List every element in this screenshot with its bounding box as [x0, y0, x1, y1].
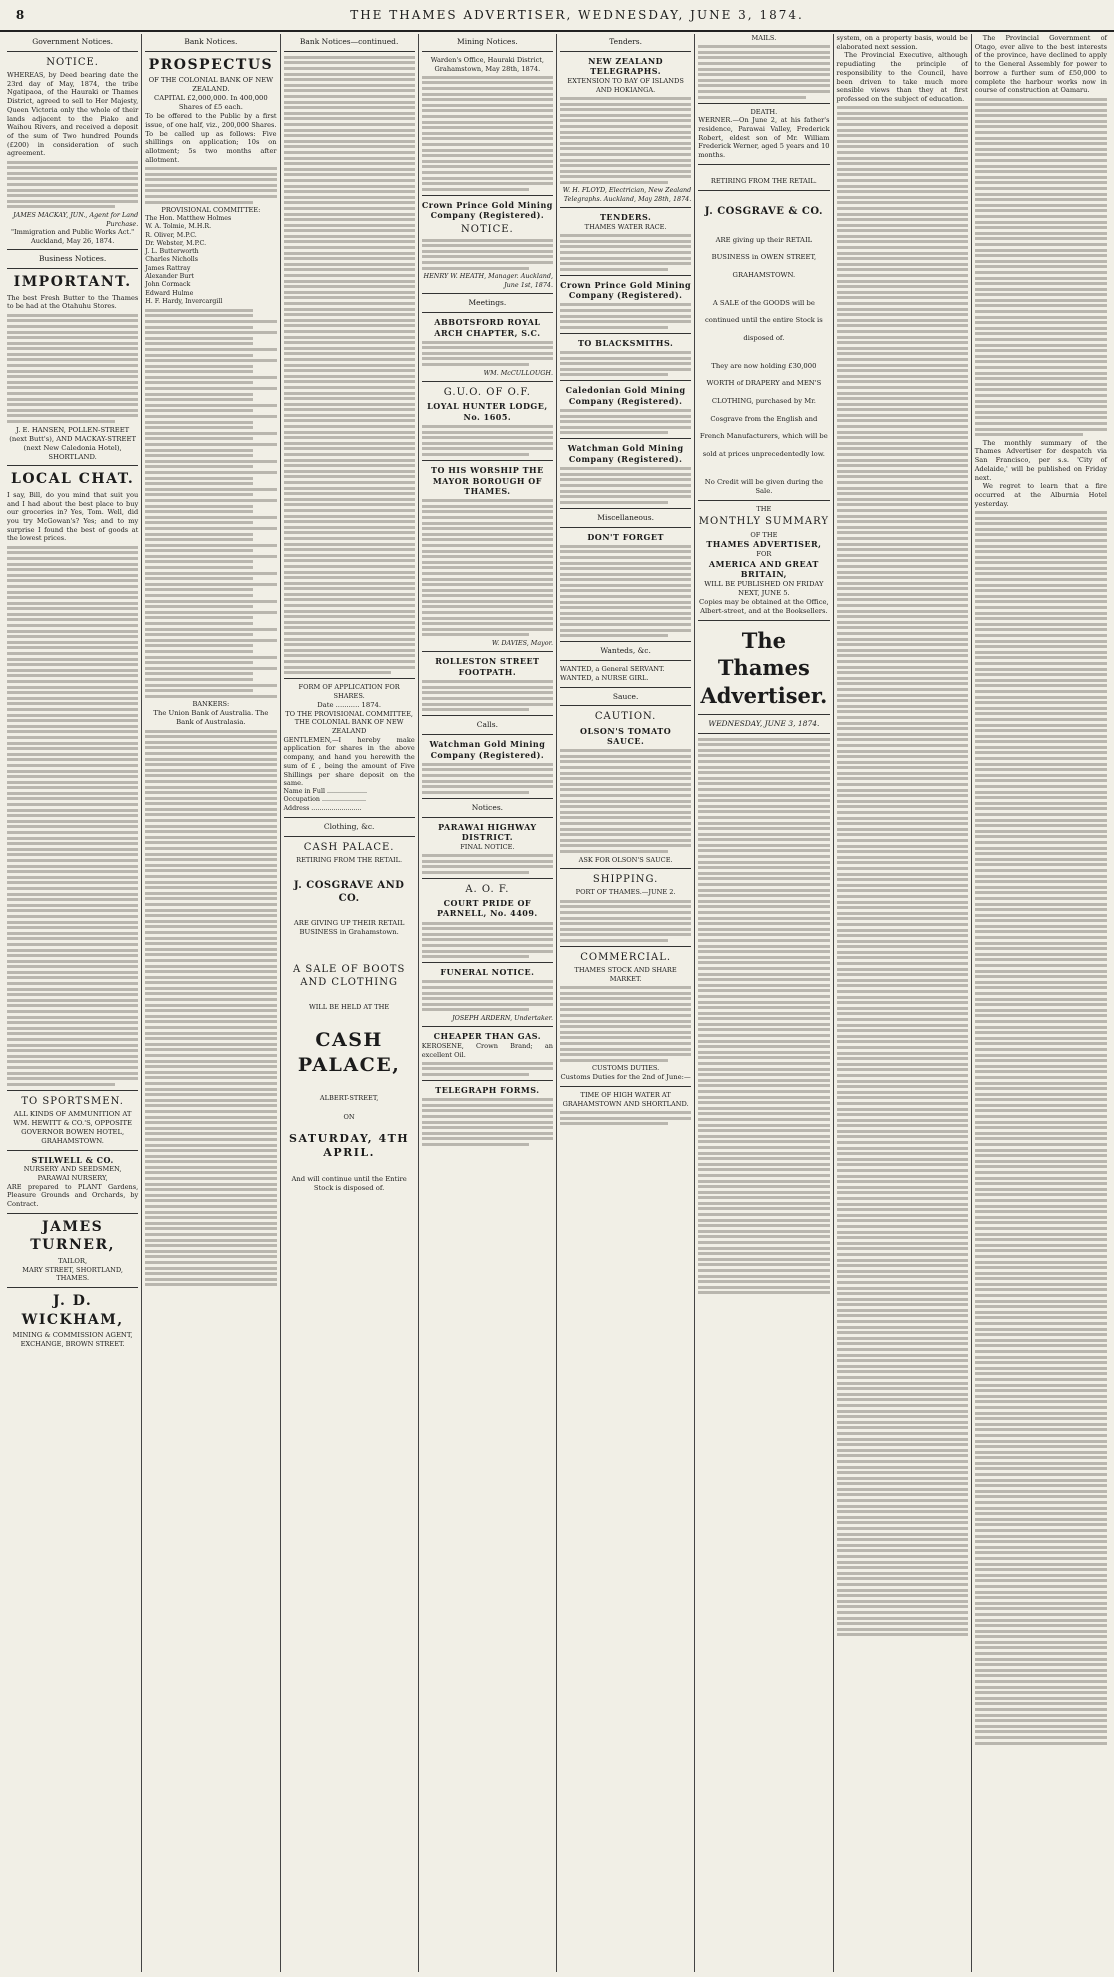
no-credit-text: No Credit will be given during the Sale.: [704, 477, 823, 495]
extension-title: EXTENSION TO BAY OF ISLANDS AND HOKIANGA.: [567, 76, 684, 94]
published-text: WILL BE PUBLISHED ON FRIDAY NEXT, JUNE 5.: [704, 579, 824, 597]
final-notice: FINAL NOTICE.: [460, 842, 515, 851]
giving-up-text: ARE giving up their RETAIL BUSINESS in OWEN STREET, GRAHAMSTOWN.: [711, 235, 817, 280]
form-field: Occupation ......................: [283, 796, 366, 804]
mayor-signature: W. DAVIES, Mayor.: [491, 639, 553, 648]
section-heading: Tenders.: [609, 37, 642, 46]
port-title: PORT OF THAMES.—JUNE 2.: [575, 888, 676, 897]
important-title: IMPORTANT.: [13, 274, 132, 291]
sauce-heading: Sauce.: [612, 691, 639, 701]
caution-title: CAUTION.: [594, 711, 657, 723]
closing-text: And will continue until the Entire Stock is disposed of.: [291, 1174, 407, 1192]
section-heading: Bank Notices—continued.: [299, 37, 399, 46]
committee-member: James Rattray: [145, 264, 191, 272]
tailor-address: MARY STREET, SHORTLAND, THAMES.: [22, 1265, 124, 1283]
funeral-signature: JOSEPH ARDERN, Undertaker.: [452, 1013, 553, 1022]
committee-title: PROVISIONAL COMMITTEE:: [161, 206, 261, 215]
sale-text: A SALE of the GOODS will be continued until the entire Stock is disposed of.: [705, 298, 823, 343]
notice-footer: "Immigration and Public Works Act." Auckland, May 26, 1874.: [11, 227, 135, 245]
local-chat-text: I say, Bill, do you mind that suit you and I had about the best place to buy our groceries in? Yes, Tom. Well, did you try McGowan's? Yes; and to my surprise I found the best of goods at the lowest prices.: [7, 490, 139, 543]
form-date: Date ........... 1874.: [317, 700, 382, 709]
court-title: COURT PRIDE OF PARNELL, No. 4409.: [437, 897, 538, 919]
olson-title: OLSON'S TOMATO SAUCE.: [580, 725, 672, 747]
harbour-text: The Provincial Government of Otago, ever alive to the best interests of the province, have declined to apply to the General Assembly for power to borrow a further sum of £50,000 to complete the harbour works now in course of construction at Oamaru.: [974, 34, 1107, 95]
government-notice: [7, 56, 138, 245]
business-heading: Business Notices.: [38, 254, 107, 264]
prospectus-text: To be offered to the Public by a first issue, of one half, viz., 200,000 Shares. To be called up as follows: Five shillings on application; 10s on allotment; 5s two months after allotment.: [145, 112, 277, 164]
watchman-title: Watchman Gold Mining Company (Registered).: [567, 443, 684, 464]
mails-title: MAILS.: [751, 34, 777, 42]
application-form: [284, 683, 415, 813]
paper-title: THE THAMES ADVERTISER, WEDNESDAY, JUNE 3, 1874.: [350, 8, 804, 22]
nursery-ad: [7, 1155, 138, 1209]
bankers-text: The Union Bank of Australia. The Bank of Australasia.: [153, 709, 269, 726]
america-title: AMERICA AND GREAT BRITAIN,: [708, 558, 819, 580]
tenders-title: TENDERS.: [599, 212, 652, 223]
customs-total: Customs Duties for the 2nd of June:—: [560, 1073, 691, 1082]
clothing-heading: Clothing, &c.: [323, 821, 375, 831]
hansen-signature: J. E. HANSEN, POLLEN-STREET (next Butt's), AND MACKAY-STREET (next New Caledonia Hotel), SHORTLAND.: [9, 425, 136, 461]
monthly-title: MONTHLY SUMMARY: [698, 516, 829, 528]
caledonian-title: Caledonian Gold Mining Company (Registered).: [565, 385, 686, 406]
committee-member: W. A. Tolmie, M.H.R.: [145, 223, 212, 231]
sale-title: A SALE OF BOOTS AND CLOTHING: [292, 963, 406, 989]
column-2: [142, 34, 280, 1972]
notice-title: NOTICE.: [461, 223, 514, 235]
masthead-title: The Thames Advertiser.: [700, 627, 828, 708]
ask-for-olson: ASK FOR OLSON'S SAUCE.: [578, 855, 673, 864]
meetings-heading: Meetings.: [468, 298, 507, 308]
tailor-trade: TAILOR,: [58, 1256, 88, 1265]
wickham-address: EXCHANGE, BROWN STREET.: [20, 1340, 125, 1349]
tide-title: TIME OF HIGH WATER AT GRAHAMSTOWN AND SHORTLAND.: [562, 1091, 689, 1108]
important-intro: The best Fresh Butter to the Thames to be had at the Otahuhu Stores.: [7, 293, 139, 311]
loyal-hunter-title: LOYAL HUNTER LODGE, No. 1605.: [427, 401, 548, 422]
page-number: 8: [15, 8, 25, 22]
notice-signature: JAMES MACKAY, JUN., Agent for Land Purchase.: [13, 211, 139, 228]
form-to: TO THE PROVISIONAL COMMITTEE, THE COLONIAL BANK OF NEW ZEALAND: [285, 709, 413, 735]
masthead: [0, 0, 1114, 32]
wickham-name: J. D. WICKHAM,: [21, 1293, 124, 1328]
committee-member: J. L. Butterworth: [145, 248, 199, 256]
form-text: GENTLEMEN,—I hereby make application for shares in the above company, and hand you herewith the sum of £ , being the amount of Five Shillings per share deposit on the same.: [283, 735, 415, 788]
columns: [4, 34, 1110, 1972]
wickham-ad: [7, 1292, 138, 1349]
form-field: Address .........................: [283, 804, 362, 812]
watchman-title: Watchman Gold Mining Company (Registered).: [429, 739, 546, 760]
dont-forget-title: DON'T FORGET: [587, 531, 664, 542]
cosgrave-name: J. COSGRAVE & CO.: [704, 205, 823, 217]
wanted-nurse: WANTED, a NURSE GIRL.: [560, 673, 649, 682]
holding-text: They are now holding £30,000 WORTH of DRAPERY and MEN'S CLOTHING, purchased by Mr. Cosgrave from the English and French Manufacturers, which will be sold at prices unprecedentedly low.: [699, 361, 828, 459]
committee-member: Dr. Webster, M.P.C.: [145, 239, 207, 247]
wanted-servant: WANTED, a General SERVANT.: [560, 665, 665, 674]
giving-up-text: ARE GIVING UP THEIR RETAIL BUSINESS in Grahamstown.: [293, 918, 405, 936]
bankers-title: BANKERS:: [192, 700, 230, 709]
misc-heading: Miscellaneous.: [597, 512, 654, 522]
column-7: [834, 34, 972, 1972]
mayor-title: TO HIS WORSHIP THE MAYOR BOROUGH OF THAMES.: [431, 464, 544, 497]
column-3: [281, 34, 419, 1972]
local-chat-title: LOCAL CHAT.: [11, 471, 135, 488]
death-text: WERNER.—On June 2, at his father's residence, Parawai Valley, Frederick Robert, eldest son of Mr. William Frederick Werner, aged 5 years and 10 months.: [698, 116, 830, 160]
nursery-text: ARE prepared to PLANT Gardens, Pleasure Grounds and Orchards, by Contract.: [7, 1182, 139, 1209]
notice-signature: HENRY W. HEATH, Manager. Auckland, June 1st, 1874.: [423, 272, 553, 289]
local-chat-ad: [7, 470, 138, 1085]
column-6: [695, 34, 833, 1972]
notices-heading: Notices.: [471, 802, 504, 812]
prospectus-title: PROSPECTUS: [148, 56, 274, 73]
blacksmiths-title: TO BLACKSMITHS.: [577, 337, 674, 348]
of-text: OF THE: [750, 530, 778, 539]
retiring-text: RETIRING FROM THE RETAIL.: [296, 855, 403, 864]
shipping-title: SHIPPING.: [592, 874, 659, 886]
column-4: [419, 34, 557, 1972]
committee-member: R. Oliver, M.P.C.: [145, 231, 197, 239]
sportsmen-title: TO SPORTSMEN.: [21, 1095, 124, 1107]
monthly-text: The monthly summary of the Thames Advertiser for despatch via San Francisco, per s.s. 'City of Adelaide,' will be published on Friday next.: [974, 438, 1107, 482]
saturday-text: SATURDAY, 4TH APRIL.: [289, 1131, 410, 1160]
the-text: THE: [756, 504, 772, 513]
cosgrave-name: J. COSGRAVE AND CO.: [293, 879, 405, 904]
customs-title: CUSTOMS DUTIES.: [591, 1064, 660, 1073]
committee-member: Edward Hulme: [145, 289, 194, 297]
committee-member: John Cormack: [145, 281, 191, 289]
telegraphs-signature: W. H. FLOYD, Electrician, New Zealand Telegraphs. Auckland, May 28th, 1874.: [562, 186, 692, 203]
parawai-title: PARAWAI HIGHWAY DISTRICT.: [438, 821, 537, 843]
cosgrave-ad: [284, 841, 415, 1193]
stock-title: THAMES STOCK AND SHARE MARKET.: [574, 966, 677, 983]
copies-text: Copies may be obtained at the Office, Albert-street, and at the Booksellers.: [699, 597, 829, 615]
committee-list: [145, 215, 276, 306]
sportsmen-ad: [7, 1095, 138, 1146]
aof-title: A. O. F.: [465, 883, 510, 895]
prospectus-subtitle: OF THE COLONIAL BANK OF NEW ZEALAND.: [148, 76, 274, 94]
prospectus-capital: CAPITAL £2,000,000. In 400,000 Shares of £5 each.: [154, 94, 268, 112]
column-8: [972, 34, 1110, 1972]
gfo-title: G.U.O. OF O.F.: [443, 387, 531, 399]
committee-member: Alexander Burt: [145, 272, 194, 280]
warden-office: Warden's Office, Hauraki District, Grahamstown, May 28th, 1874.: [430, 55, 545, 73]
telegraphs-title: NEW ZEALAND TELEGRAPHS.: [588, 55, 664, 77]
kerosene-text: KEROSENE, Crown Brand; an excellent Oil.: [421, 1041, 553, 1059]
system-text: system, on a property basis, would be elaborated next session.: [836, 34, 968, 51]
dateline: WEDNESDAY, JUNE 3, 1874.: [708, 718, 820, 728]
death-title: DEATH.: [750, 107, 778, 116]
funeral-title: FUNERAL NOTICE.: [440, 967, 535, 978]
notice-text: WHEREAS, by Deed bearing date the 23rd day of May, 1874, the tribe Ngatipaoa, of the Hauraki or Thames District, agreed to sell to Her Majesty, Queen Victoria only the whole of their lands adjacent to the Piako and Waihou Rivers, and received a deposit of the sum of Two hundred Pounds (£200) in consideration of such agreement.: [7, 71, 139, 158]
tailor-ad: [7, 1218, 138, 1283]
notice-title: NOTICE.: [46, 56, 99, 68]
crown-prince-title: Crown Prince Gold Mining Company (Registered).: [560, 279, 692, 301]
section-heading: Mining Notices.: [457, 37, 518, 46]
crown-prince-title: Crown Prince Gold Mining Company (Registered).: [421, 199, 553, 221]
retiring-text: RETIRING FROM THE RETAIL.: [710, 176, 817, 185]
committee-member: Charles Nicholls: [145, 256, 199, 264]
column-1: [4, 34, 142, 1972]
form-title: FORM OF APPLICATION FOR SHARES.: [298, 683, 400, 700]
provincial-text: The Provincial Executive, although repudiating the principle of responsibility to the Council, have been driven to take much more sensible views than they at first professed on the subject of education.: [836, 51, 968, 103]
cheaper-title: CHEAPER THAN GAS.: [433, 1031, 542, 1042]
cash-palace-big: CASH PALACE,: [297, 1028, 401, 1077]
section-heading: Bank Notices.: [184, 37, 238, 46]
wickham-trade: MINING & COMMISSION AGENT,: [12, 1331, 133, 1340]
committee-member: H. F. Hardy, Invercargill: [145, 297, 223, 305]
cash-palace-title: CASH PALACE.: [303, 841, 395, 853]
section-heading: Government Notices.: [32, 37, 113, 46]
committee-member: The Hon. Matthew Holmes: [145, 214, 232, 222]
rolleston-title: ROLLESTON STREET FOOTPATH.: [435, 656, 540, 678]
commercial-title: COMMERCIAL.: [580, 951, 672, 963]
on-text: ON: [343, 1112, 355, 1121]
nursery-title: STILWELL & CO.: [31, 1154, 114, 1165]
nursery-subtitle: NURSERY AND SEEDSMEN, PARAWAI NURSERY,: [23, 1165, 122, 1183]
water-race-title: THAMES WATER RACE.: [584, 222, 667, 231]
wanteds-heading: Wanteds, &c.: [600, 646, 651, 656]
sportsmen-text: ALL KINDS OF AMMUNITION AT WM. HEWITT & CO.'S, OPPOSITE GOVERNOR BOWEN HOTEL, GRAHAMSTOWN.: [13, 1109, 132, 1145]
abbotsford-signature: WM. McCULLOUGH.: [483, 368, 553, 377]
telegraph-title: TELEGRAPH FORMS.: [435, 1085, 540, 1096]
abbotsford-title: ABBOTSFORD ROYAL ARCH CHAPTER, S.C.: [434, 317, 541, 338]
column-5: [557, 34, 695, 1972]
street-text: ALBERT-STREET,: [319, 1094, 379, 1103]
form-field: Name in Full ....................: [283, 787, 368, 795]
advertiser-title: THAMES ADVERTISER,: [706, 539, 822, 550]
tailor-name: JAMES TURNER,: [30, 1218, 115, 1254]
fire-text: We regret to learn that a fire occurred at the Alburnia Hotel yesterday.: [974, 482, 1107, 508]
important-ad: [7, 273, 138, 461]
for-text: FOR: [756, 549, 772, 558]
held-text: WILL BE HELD AT THE: [309, 1003, 390, 1012]
calls-heading: Calls.: [476, 720, 498, 730]
